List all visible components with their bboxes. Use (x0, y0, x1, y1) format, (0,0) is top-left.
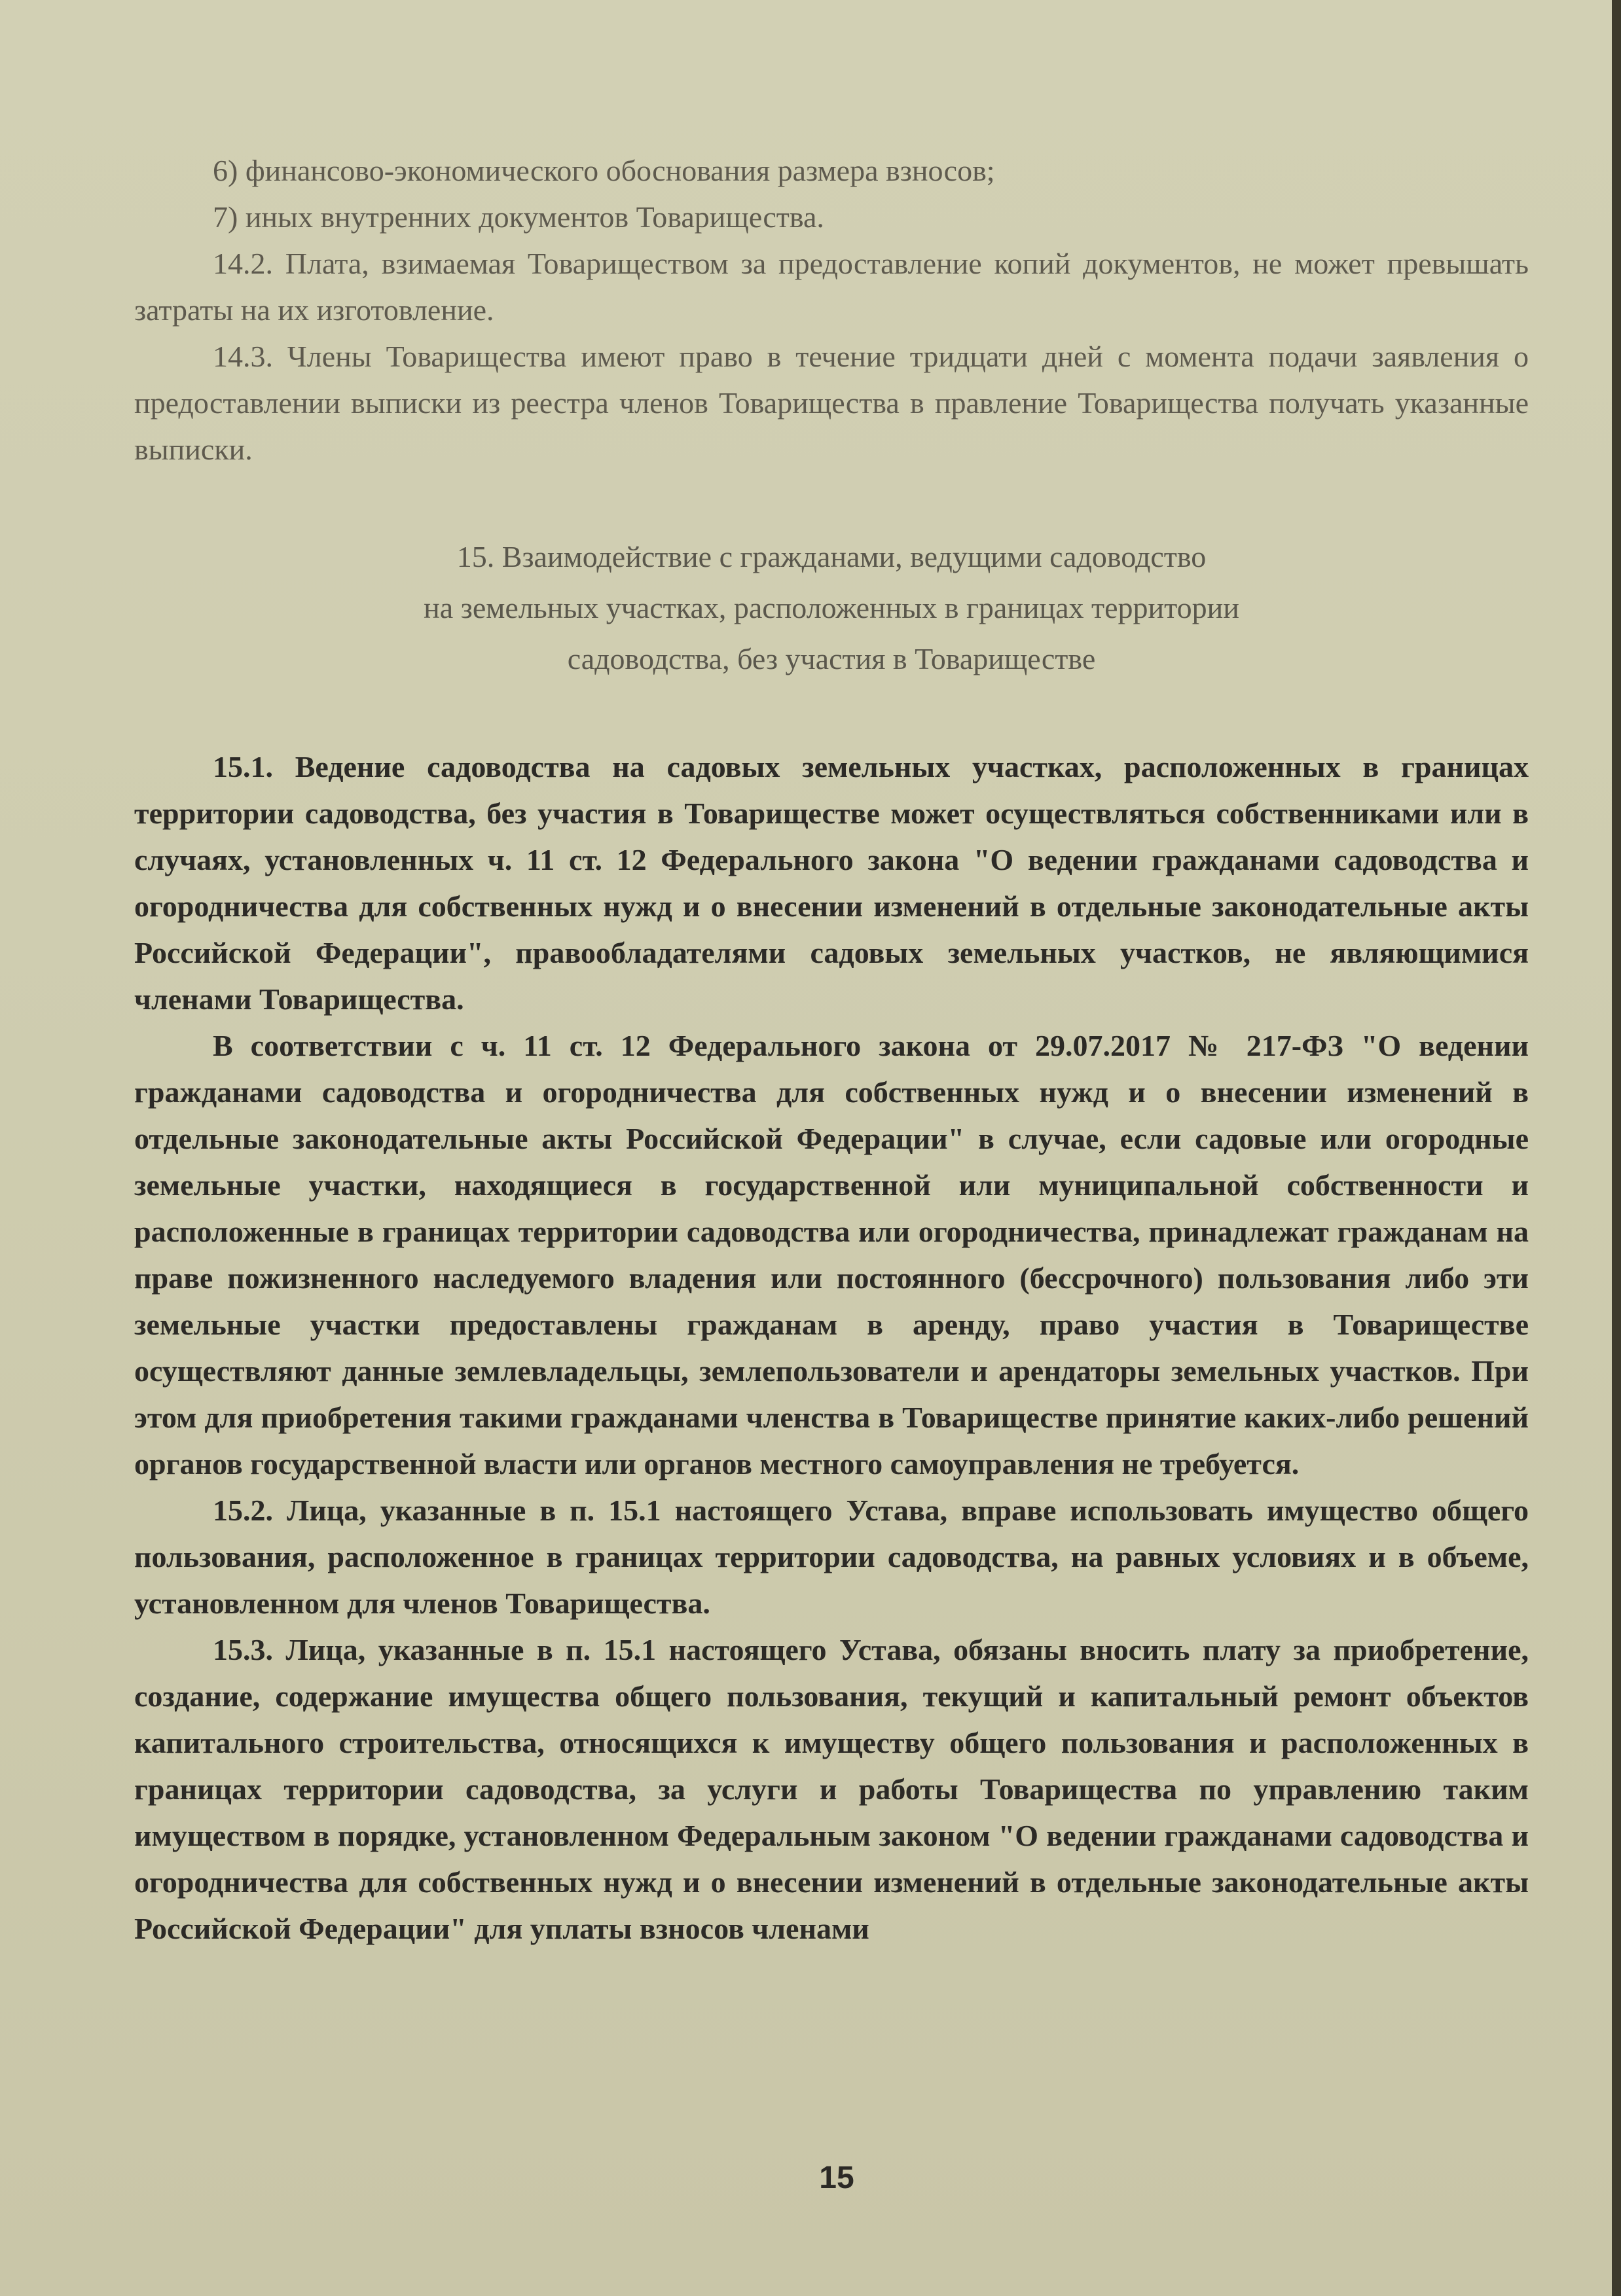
list-item-7: 7) иных внутренних документов Товарищества. (213, 200, 824, 234)
section-heading-line-3: садоводства, без участия в Товариществе (567, 642, 1096, 675)
list-item-6: 6) финансово-экономического обоснования размера взносов; (213, 154, 995, 187)
paragraph-14-2: 14.2. Плата, взимаемая Товариществом за предоставление копий документов, не может превышать затраты на их изготовление. (134, 247, 1529, 327)
section-15-heading (134, 531, 1529, 685)
page-number: 15 (819, 2161, 854, 2195)
paragraph-15-1: 15.1. Ведение садоводства на садовых земельных участках, расположенных в границах территории садоводства, без участия в Товариществе может осуществляться собственниками или в случаях, установленных ч. 11 ст. 12 Федерального закона "О ведении гражданами садоводства и огородничества для собственных нужд и о внесении изменений в отдельные законодательные акты Российской Федерации", правообладателями садовых земельных участков, не являющимися членами Товарищества. (134, 750, 1529, 1016)
page-edge-shadow (1612, 0, 1621, 2296)
section-heading-line-2: на земельных участках, расположенных в границах территории (424, 591, 1239, 624)
paragraph-15-2: 15.2. Лица, указанные в п. 15.1 настоящего Устава, вправе использовать имущество общего пользования, расположенное в границах территории садоводства, на равных условиях и в объеме, установленном для членов Товарищества. (134, 1494, 1529, 1620)
paragraph-15-1-continued: В соответствии с ч. 11 ст. 12 Федерального закона от 29.07.2017 № 217-ФЗ "О ведении гражданами садоводства и огородничества для собственных нужд и о внесении изменений в отдельные законодательные акты Российской Федерации" в случае, если садовые или огородные земельные участки, находящиеся в государственной или муниципальной собственности и расположенные в границах территории садоводства или огородничества, принадлежат гражданам на праве пожизненного наследуемого владения или постоянного (бессрочного) пользования либо эти земельные участки предоставлены гражданам в аренду, право участия в Товариществе осуществляют данные землевладельцы, землепользователи и арендаторы земельных участков. При этом для приобретения такими гражданами членства в Товариществе принятие каких-либо решений органов государственной власти или органов местного самоуправления не требуется. (134, 1029, 1529, 1480)
section-heading-line-1: 15. Взаимодействие с гражданами, ведущими садоводство (456, 540, 1207, 573)
paragraph-14-3: 14.3. Члены Товарищества имеют право в течение тридцати дней с момента подачи заявления о предоставлении выписки из реестра членов Товарищества в правление Товарищества получать указанные выписки. (134, 340, 1529, 466)
paragraph-15-3: 15.3. Лица, указанные в п. 15.1 настоящего Устава, обязаны вносить плату за приобретение, создание, содержание имущества общего пользования, текущий и капитальный ремонт объектов капитального строительства, относящихся к имуществу общего пользования и расположенных в границах территории садоводства, за услуги и работы Товарищества по управлению таким имуществом в порядке, установленном Федеральным законом "О ведении гражданами садоводства и огородничества для собственных нужд и о внесении изменений в отдельные законодательные акты Российской Федерации" для уплаты взносов членами (134, 1633, 1529, 1945)
document-body (134, 147, 1529, 1952)
